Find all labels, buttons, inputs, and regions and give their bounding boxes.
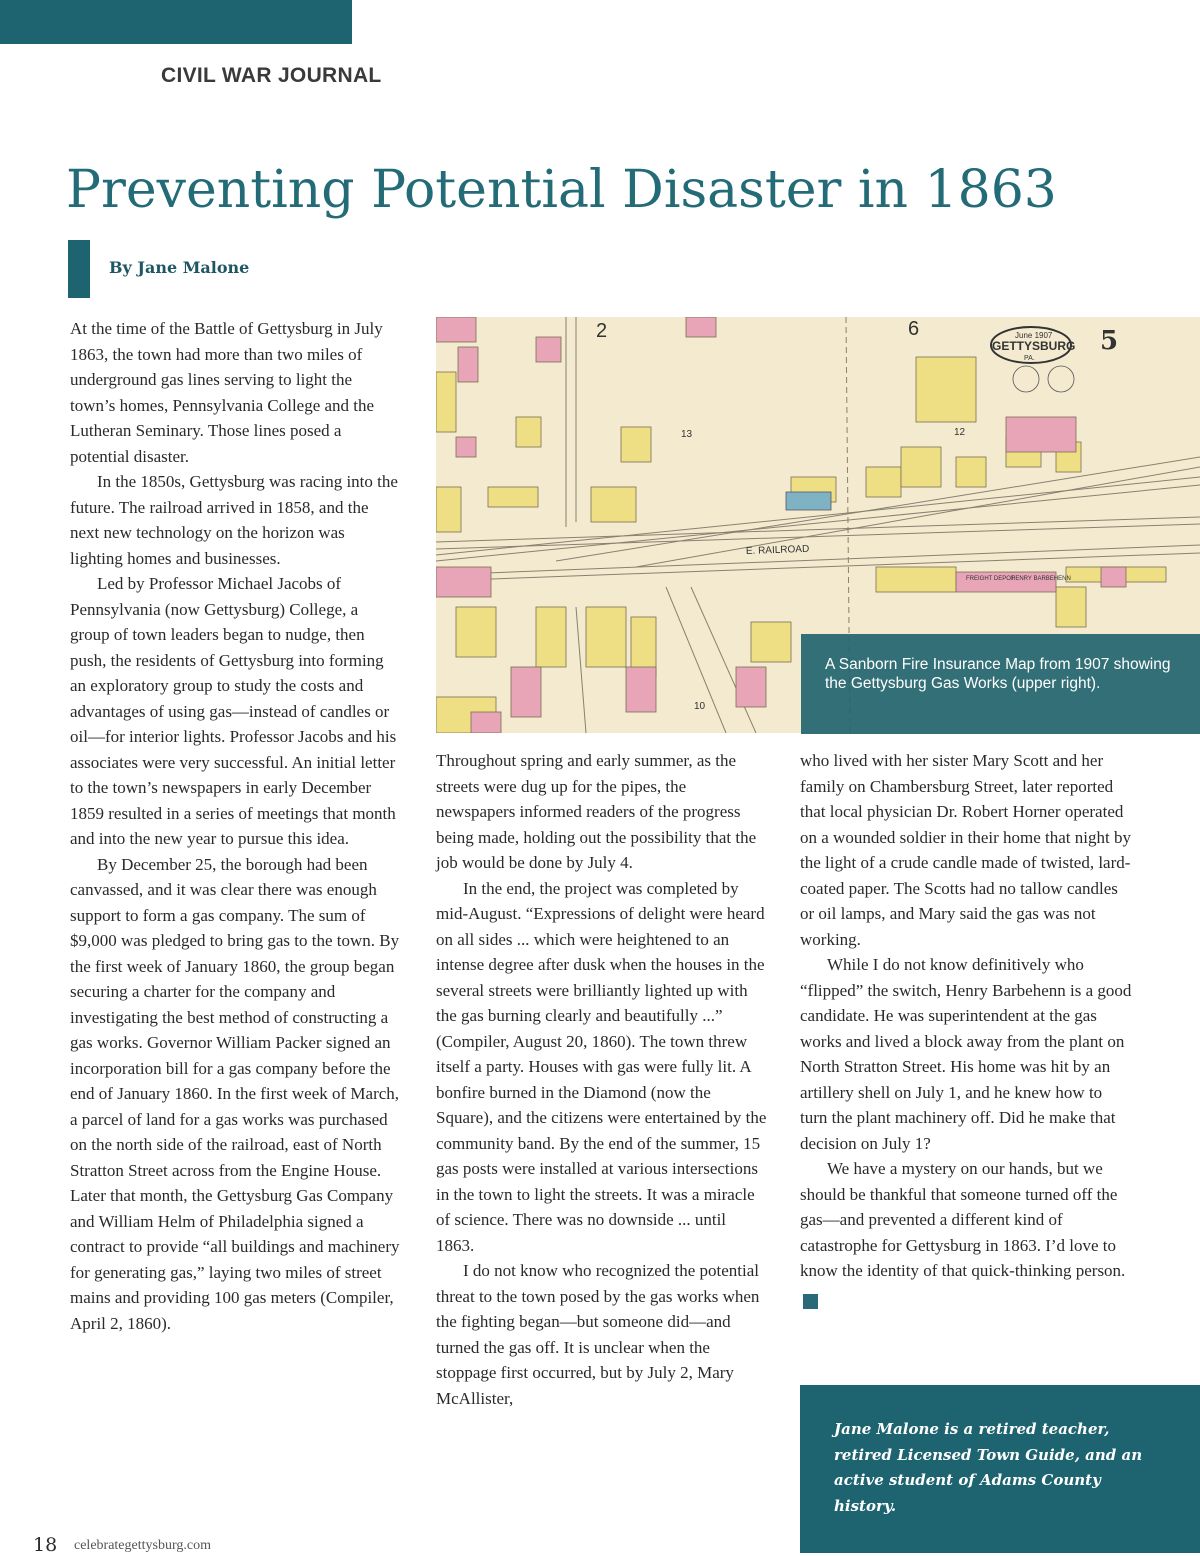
map-block-13: 13 bbox=[681, 429, 693, 440]
paragraph: I do not know who recognized the potential threat to the town posed by the gas works when the fighting began—but someone did—and turned the gas off. It is unclear when the stoppage first occurred, but by July 2, Mary McAllister, bbox=[436, 1261, 760, 1408]
map-block-6: 6 bbox=[908, 318, 920, 340]
map-block-10: 10 bbox=[694, 701, 706, 712]
map-block-2: 2 bbox=[596, 320, 608, 342]
author-bio: Jane Malone is a retired teacher, retired Licensed Town Guide, and an active student of Adams County history. bbox=[800, 1385, 1200, 1553]
map-depot-label: FREIGHT DEPOT bbox=[966, 576, 1015, 582]
map-railroad-label: E. RAILROAD bbox=[745, 543, 810, 557]
byline-accent-bar bbox=[68, 240, 90, 298]
article-column-1 bbox=[70, 316, 400, 1336]
paragraph: In the 1850s, Gettysburg was racing into the future. The railroad arrived in 1858, and the next new technology on the horizon was lighting homes and businesses. bbox=[70, 472, 398, 568]
paragraph: While I do not know definitively who “flipped” the switch, Henry Barbehenn is a good candidate. He was superintendent at the gas works and lived a block away from the plant on North Stratton Street. His home was hit by an artillery shell on July 1, and he knew how to turn the plant machinery off. Did he make that decision on July 1? bbox=[800, 955, 1132, 1153]
paragraph: We have a mystery on our hands, but we should be thankful that someone turned off the gas—and prevented a different kind of catastrophe for Gettysburg in 1863. I’d love to know the identity of that quick-thinking person. G bbox=[800, 1159, 1126, 1307]
page-number: 18 bbox=[33, 1534, 58, 1556]
paragraph: By December 25, the borough had been canvassed, and it was clear there was enough support to form a gas company. The sum of $9,000 was pledged to bring gas to the town. By the first week of January 1860, the group began securing a charter for the company and investigating the best method of constructing a gas works. Governor William Packer signed an incorporation bill for a gas company before the end of January 1860. In the first week of March, a parcel of land for a gas works was purchased on the north side of the railroad, east of North Stratton Street across from the Engine House. Later that month, the Gettysburg Gas Company and William Helm of Philadelphia signed a contract to provide “all buildings and machinery for generating gas,” laying two miles of street mains and providing 100 gas meters (Compiler, April 2, 1860). bbox=[70, 854, 400, 1333]
map-sheet-number: 5 bbox=[1100, 326, 1119, 356]
top-accent-bar bbox=[0, 0, 352, 44]
map-stamp-state: PA. bbox=[1024, 355, 1035, 362]
paragraph: In the end, the project was completed by mid-August. “Expressions of delight were heard on all sides ... which were heightened to an intense degree after dusk when the houses in the several streets were brilliantly lighted up with the gas burning clearly and beautifully ...” (Compiler, August 20, 1860). The town threw itself a party. Houses with gas were fully lit. A bonfire burned in the Diamond (now the Square), and the citizens were entertained by the community band. By the end of the summer, 15 gas posts were installed at various intersections in the town to light the streets. It was a miracle of science. There was no downside ... until 1863. bbox=[436, 878, 767, 1255]
paragraph: At the time of the Battle of Gettysburg in July 1863, the town had more than two miles of underground gas lines serving to light the town’s homes, Pennsylvania College and the Lutheran Seminary. Those lines posed a potential disaster. bbox=[70, 319, 383, 466]
map-owner-label: HENRY BARBEHENN bbox=[1011, 576, 1071, 582]
map-stamp-date: June 1907 bbox=[1015, 331, 1053, 340]
map-stamp-town: GETTYSBURG bbox=[992, 339, 1076, 353]
paragraph: Led by Professor Michael Jacobs of Pennsylvania (now Gettysburg) College, a group of town leaders began to nudge, then push, the residents of Gettysburg into forming an exploratory group to study the costs and advantages of using gas—instead of candles or oil—for interior lights. Professor Jacobs and his associates were very successful. An initial letter to the town’s newspapers in early December 1859 resulted in a series of meetings that month and into the new year to pursue this idea. bbox=[70, 574, 397, 848]
article-column-2 bbox=[436, 748, 768, 1411]
end-of-article-icon: G bbox=[803, 1294, 818, 1309]
article-title: Preventing Potential Disaster in 1863 bbox=[66, 160, 1057, 220]
byline: By Jane Malone bbox=[109, 258, 250, 277]
site-url: celebrategettysburg.com bbox=[74, 1538, 211, 1553]
map-block-12: 12 bbox=[954, 427, 966, 438]
article-column-3 bbox=[800, 748, 1132, 1309]
section-label: CIVIL WAR JOURNAL bbox=[161, 64, 382, 87]
map-caption: A Sanborn Fire Insurance Map from 1907 showing the Gettysburg Gas Works (upper right). bbox=[801, 634, 1200, 734]
paragraph: who lived with her sister Mary Scott and her family on Chambersburg Street, later reported that local physician Dr. Robert Horner operated on a wounded soldier in their home that night by the light of a crude candle made of twisted, lard-coated paper. The Scotts had no tallow candles or oil lamps, and Mary said the gas was not working. bbox=[800, 751, 1131, 949]
paragraph: Throughout spring and early summer, as the streets were dug up for the pipes, the newspapers informed readers of the progress being made, holding out the possibility that the job would be done by July 4. bbox=[436, 751, 757, 872]
